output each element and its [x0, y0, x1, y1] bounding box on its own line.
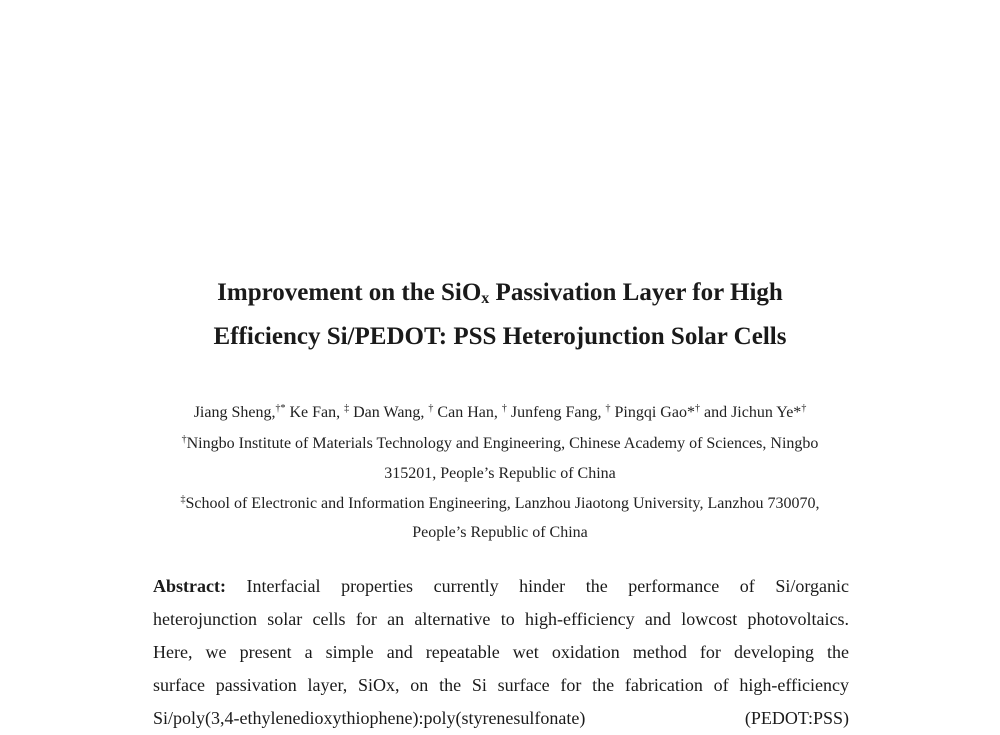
- paper-title-line-2: Efficiency Si/PEDOT: PSS Heterojunction Solar Cells: [213, 323, 787, 350]
- author-list: [0, 403, 1000, 423]
- abstract-line: surface passivation layer, SiOx, on the Si surface for the fabrication of high-efficiency: [153, 675, 849, 695]
- title-part-2: Passivation Layer for High: [489, 279, 783, 306]
- author-name: and Jichun Ye*: [703, 404, 802, 421]
- affiliation-mark: ‡: [180, 494, 186, 505]
- author-name: Can Han,: [437, 404, 498, 421]
- author-mark: †: [501, 403, 507, 414]
- paper-title-line-1: [0, 278, 1000, 314]
- author-mark: †*: [275, 403, 286, 414]
- abstract-label: Abstract:: [153, 576, 226, 596]
- author-mark: †: [428, 403, 434, 414]
- author-name: Jiang Sheng,: [193, 404, 276, 421]
- affiliation-1-continued: 315201, People’s Republic of China: [384, 465, 616, 482]
- affiliation-mark: †: [181, 434, 187, 445]
- affiliation-2: [0, 494, 1000, 514]
- author-name: Dan Wang,: [353, 404, 425, 421]
- author-mark: †: [801, 403, 807, 414]
- author-mark: †: [694, 403, 700, 414]
- title-part-1: Improvement on the SiO: [217, 279, 482, 306]
- author-name: Ke Fan,: [289, 404, 341, 421]
- abstract-line: [153, 570, 849, 603]
- abstract-line: heterojunction solar cells for an alternative to high-efficiency and lowcost photovoltaics.: [153, 609, 849, 629]
- abstract: [153, 570, 849, 735]
- affiliation-1-text: Ningbo Institute of Materials Technology and Engineering, Chinese Academy of Sciences, Ningbo: [186, 435, 819, 452]
- title-subscript: x: [481, 290, 490, 307]
- author-name: Pingqi Gao*: [614, 404, 695, 421]
- abstract-text: Interfacial properties currently hinder the performance of Si/organic: [225, 576, 849, 596]
- abstract-line: Si/poly(3,4-ethylenedioxythiophene):poly(styrenesulfonate) (PEDOT:PSS): [153, 708, 849, 728]
- author-mark: †: [605, 403, 611, 414]
- affiliation-2-continued: People’s Republic of China: [412, 524, 588, 541]
- affiliation-2-text: School of Electronic and Information Engineering, Lanzhou Jiaotong University, Lanzhou 730070,: [185, 495, 820, 512]
- author-name: Junfeng Fang,: [510, 404, 602, 421]
- abstract-line: Here, we present a simple and repeatable wet oxidation method for developing the: [153, 642, 849, 662]
- affiliation-1: [0, 434, 1000, 454]
- author-mark: ‡: [344, 403, 350, 414]
